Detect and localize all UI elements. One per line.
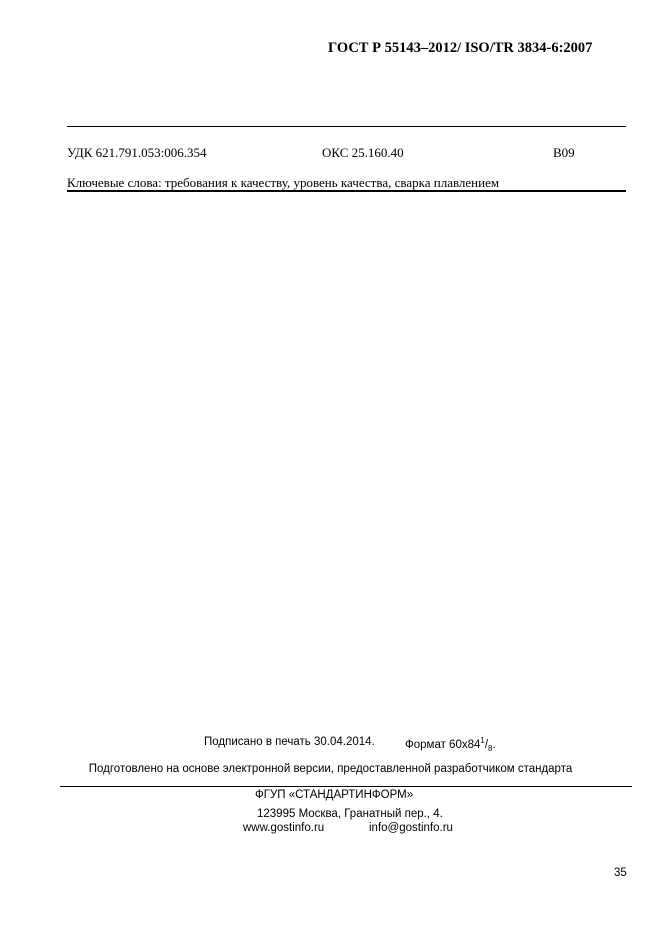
publisher-address: 123995 Москва, Гранатный пер., 4.: [257, 808, 443, 820]
page-number: 35: [614, 867, 627, 879]
format-denominator: 8: [488, 744, 493, 754]
paper-format: Формат $60x84^1/_8$.: [405, 736, 496, 754]
format-label: Формат 60x84: [405, 738, 481, 751]
prepared-note: Подготовлено на основе электронной версии, предоставленной разработчиком стандарта: [88, 763, 573, 775]
standard-code-header: ГОСТ Р 55143–2012/ ISO/TR 3834-6:2007: [328, 40, 593, 56]
format-end: .: [492, 738, 496, 751]
publisher-website: www.gostinfo.ru: [243, 822, 325, 834]
oks-code: ОКС 25.160.40: [322, 145, 404, 160]
publisher-name: ФГУП «СТАНДАРТИНФОРМ»: [255, 789, 414, 801]
signed-to-print: Подписано в печать 30.04.2014.: [204, 736, 375, 748]
keywords-rule: [67, 190, 626, 192]
group-code: В09: [553, 145, 575, 160]
top-rule: [67, 126, 626, 127]
keywords-line: Ключевые слова: требования к качеству, уровень качества, сварка плавлением: [67, 175, 500, 190]
imprint-rule: [60, 786, 632, 787]
udk-code: УДК 621.791.053:006.354: [67, 145, 207, 160]
publisher-email: info@gostinfo.ru: [369, 822, 453, 834]
format-numerator: 1: [480, 736, 485, 745]
